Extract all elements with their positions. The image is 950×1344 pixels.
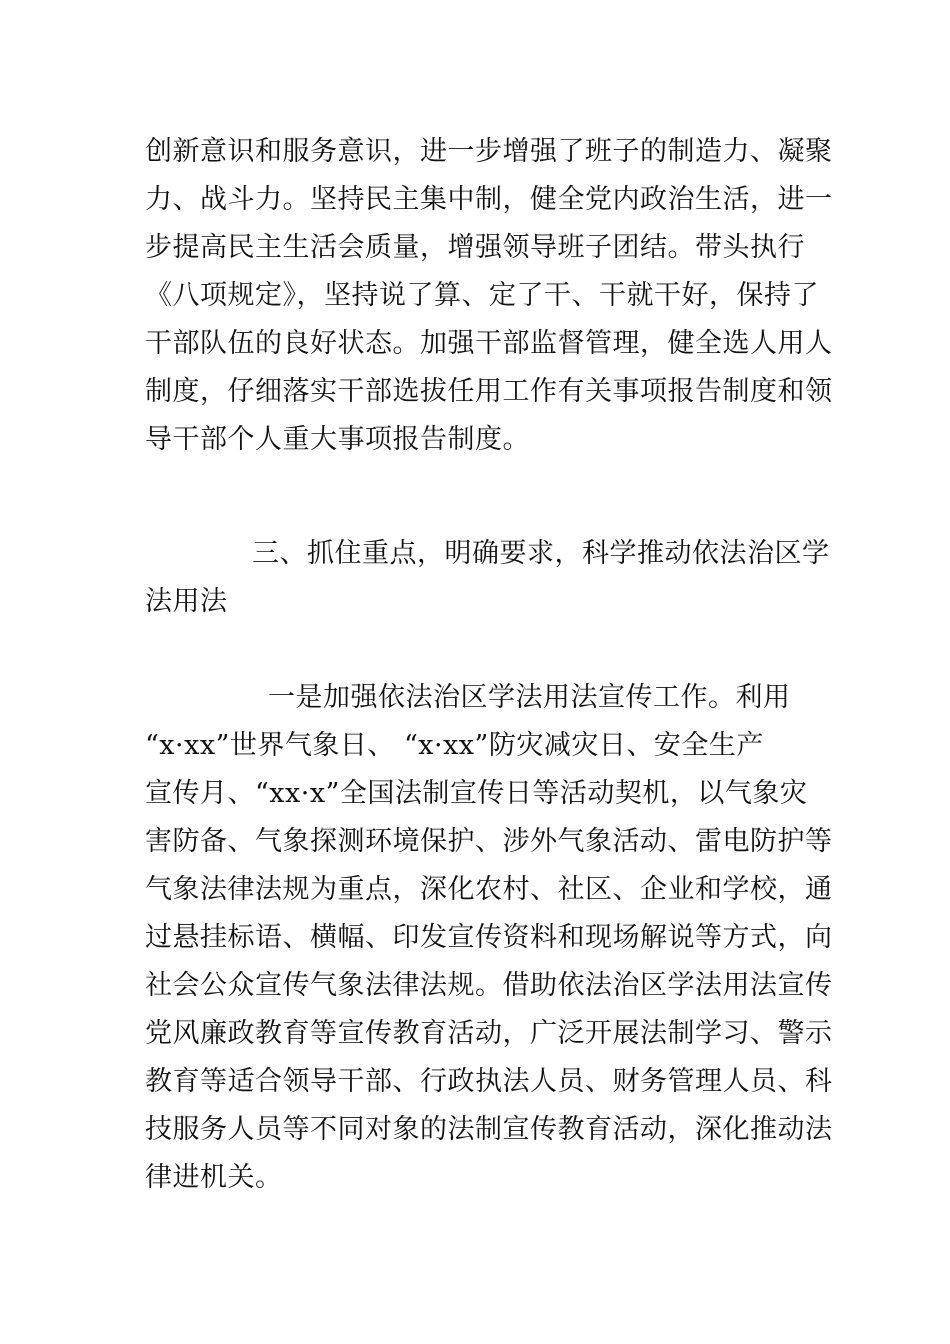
text-line: 创新意识和服务意识，进一步增强了班子的制造力、凝聚	[145, 136, 833, 167]
text-line: 一是加强依法治区学法用法宣传工作。利用	[268, 682, 791, 713]
heading-line: 三、抓住重点，明确要求，科学推动依法治区学	[252, 538, 830, 569]
text-line: 党风廉政教育等宣传教育活动，广泛开展法制学习、警示	[145, 1018, 833, 1049]
text-line: 步提高民主生活会质量，增强领导班子团结。带头执行	[145, 232, 805, 263]
text-line: 导干部个人重大事项报告制度。	[145, 424, 530, 455]
text-line: 宣传月、“xx·x”全国法制宣传日等活动契机，以气象灾	[145, 778, 808, 809]
text-line: 社会公众宣传气象法律法规。借助依法治区学法用法宣传	[145, 970, 833, 1001]
text-line: 力、战斗力。坚持民主集中制，健全党内政治生活，进一	[145, 184, 833, 215]
text-line: 技服务人员等不同对象的法制宣传教育活动，深化推动法	[145, 1114, 833, 1145]
heading-line: 法用法	[145, 586, 228, 617]
text-line: 教育等适合领导干部、行政执法人员、财务管理人员、科	[145, 1066, 833, 1097]
text-line: 过悬挂标语、横幅、印发宣传资料和现场解说等方式，向	[145, 922, 833, 953]
text-line: 律进机关。	[145, 1162, 283, 1193]
text-line: 害防备、气象探测环境保护、涉外气象活动、雷电防护等	[145, 826, 833, 857]
text-line: 气象法律法规为重点，深化农村、社区、企业和学校，通	[145, 874, 833, 905]
text-line: 干部队伍的良好状态。加强干部监督管理，健全选人用人	[145, 328, 833, 359]
text-line: 制度，仔细落实干部选拔任用工作有关事项报告制度和领	[145, 376, 833, 407]
text-line: “x·xx”世界气象日、 “x·xx”防灾减灾日、安全生产	[145, 730, 764, 761]
text-line: 《八项规定》，坚持说了算、定了干、干就干好，保持了	[145, 280, 819, 311]
